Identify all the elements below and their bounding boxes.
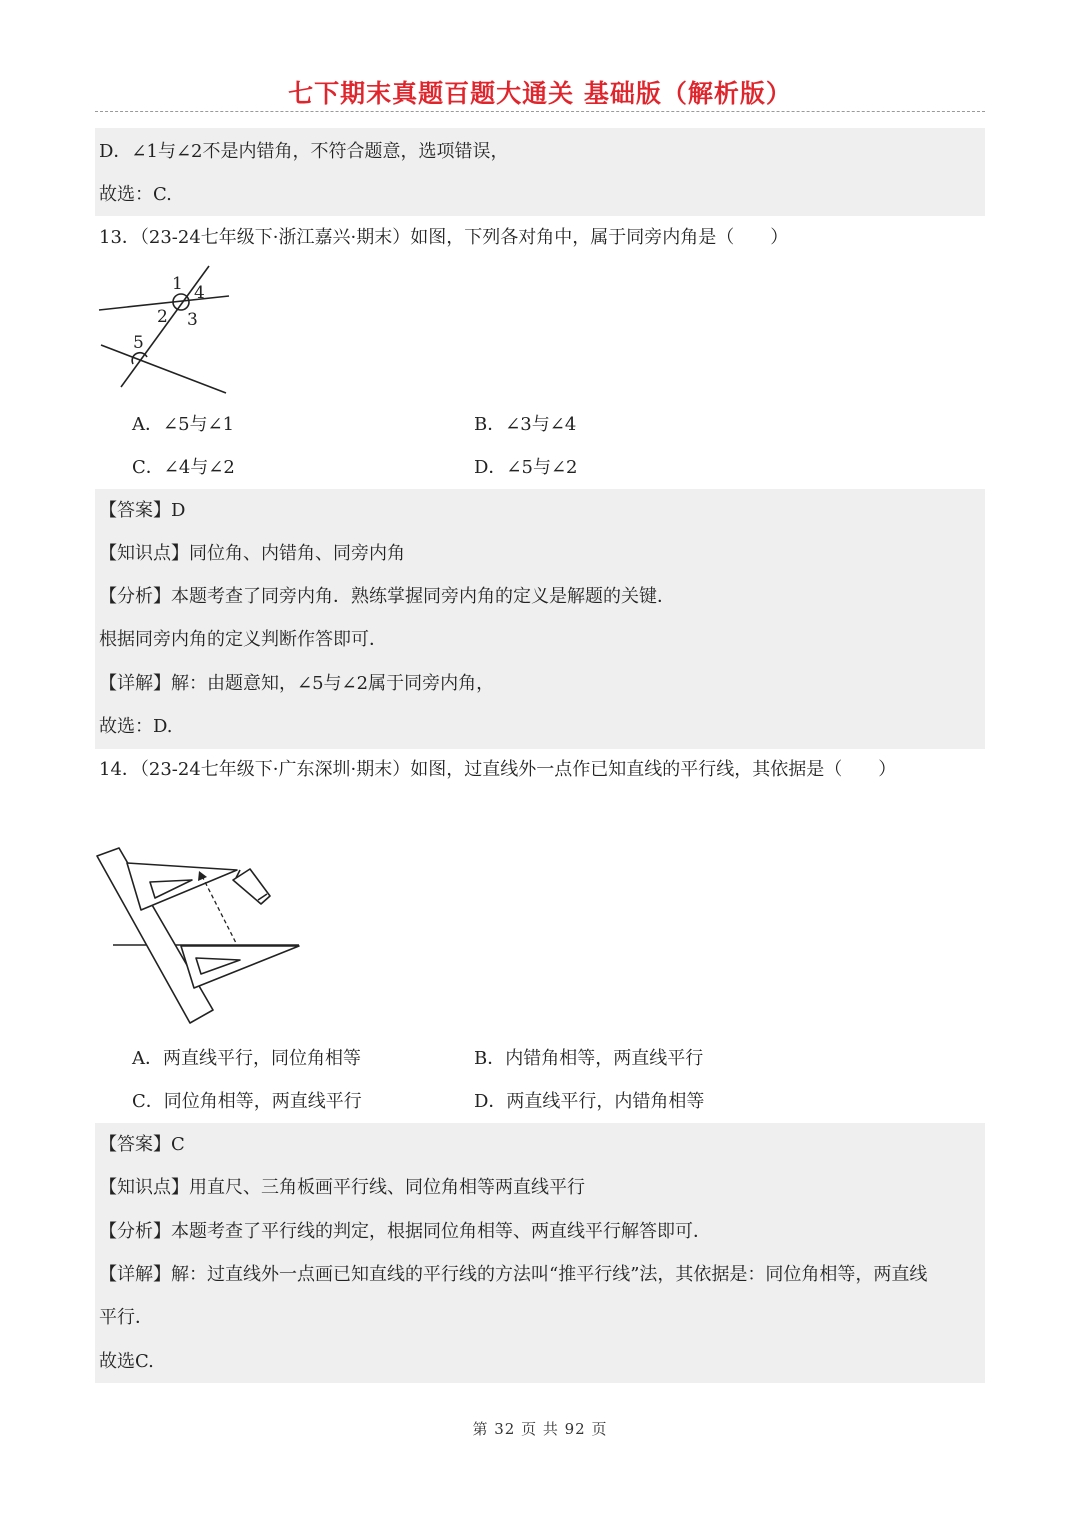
q14-detail: 【详解】解：过直线外一点画已知直线的平行线的方法叫“推平行线”法，其依据是：同位角相等，两直线 bbox=[99, 1264, 928, 1285]
q13-figure bbox=[95, 260, 240, 400]
q13-option-c: C．∠4与∠2 bbox=[132, 457, 235, 478]
set-square-top bbox=[127, 863, 237, 910]
q13-stem: 13．（23-24七年级下·浙江嘉兴·期末）如图，下列各对角中，属于同旁内角是（ ） bbox=[99, 227, 789, 248]
q13-option-d: D．∠5与∠2 bbox=[474, 457, 578, 478]
q13-detail: 【详解】解：由题意知，∠5与∠2属于同旁内角， bbox=[99, 673, 495, 694]
q13-analysis: 【分析】本题考查了同旁内角．熟练掌握同旁内角的定义是解题的关键． bbox=[99, 586, 675, 607]
q13-option-b: B．∠3与∠4 bbox=[474, 414, 577, 435]
prev-conclusion: 故选：C. bbox=[99, 184, 172, 205]
figure-label-1: 1 bbox=[172, 274, 183, 294]
q13-knowledge: 【知识点】同位角、内错角、同旁内角 bbox=[99, 543, 405, 564]
figure-label-2: 2 bbox=[157, 307, 168, 327]
q14-option-b: B．内错角相等，两直线平行 bbox=[474, 1048, 704, 1069]
q14-option-c: C．同位角相等，两直线平行 bbox=[132, 1091, 362, 1112]
q13-solution-block bbox=[95, 489, 985, 749]
q13-conclusion: 故选：D. bbox=[99, 716, 173, 737]
q13-option-a: A．∠5与∠1 bbox=[132, 414, 235, 435]
figure-label-3: 3 bbox=[187, 310, 198, 330]
figure-label-5: 5 bbox=[133, 333, 144, 353]
q13-analysis-cont: 根据同旁内角的定义判断作答即可． bbox=[99, 629, 387, 650]
dashed-slide-path bbox=[202, 876, 236, 943]
q14-stem: 14．（23-24七年级下·广东深圳·期末）如图，过直线外一点作已知直线的平行线，其依据是（ ） bbox=[99, 759, 897, 780]
figure-label-4: 4 bbox=[194, 283, 205, 303]
header-divider bbox=[95, 111, 985, 112]
q14-detail-cont: 平行． bbox=[99, 1307, 153, 1328]
q14-option-d: D．两直线平行，内错角相等 bbox=[474, 1091, 705, 1112]
q13-answer: 【答案】D bbox=[99, 500, 186, 521]
page-title: 七下期末真题百题大通关 基础版（解析版） bbox=[288, 79, 792, 108]
q14-analysis: 【分析】本题考查了平行线的判定，根据同位角相等、两直线平行解答即可． bbox=[99, 1221, 711, 1242]
prev-solution-line: D．∠1与∠2不是内错角，不符合题意，选项错误， bbox=[99, 141, 509, 162]
q14-solution-block bbox=[95, 1123, 985, 1383]
page-number: 第 32 页 共 92 页 bbox=[472, 1420, 608, 1438]
q13-line-bottom bbox=[101, 345, 226, 393]
q14-knowledge: 【知识点】用直尺、三角板画平行线、同位角相等两直线平行 bbox=[99, 1177, 585, 1198]
q14-conclusion: 故选C. bbox=[99, 1351, 154, 1372]
q14-option-a: A．两直线平行，同位角相等 bbox=[132, 1048, 361, 1069]
q14-figure bbox=[95, 840, 305, 1030]
q14-answer: 【答案】C bbox=[99, 1134, 185, 1155]
